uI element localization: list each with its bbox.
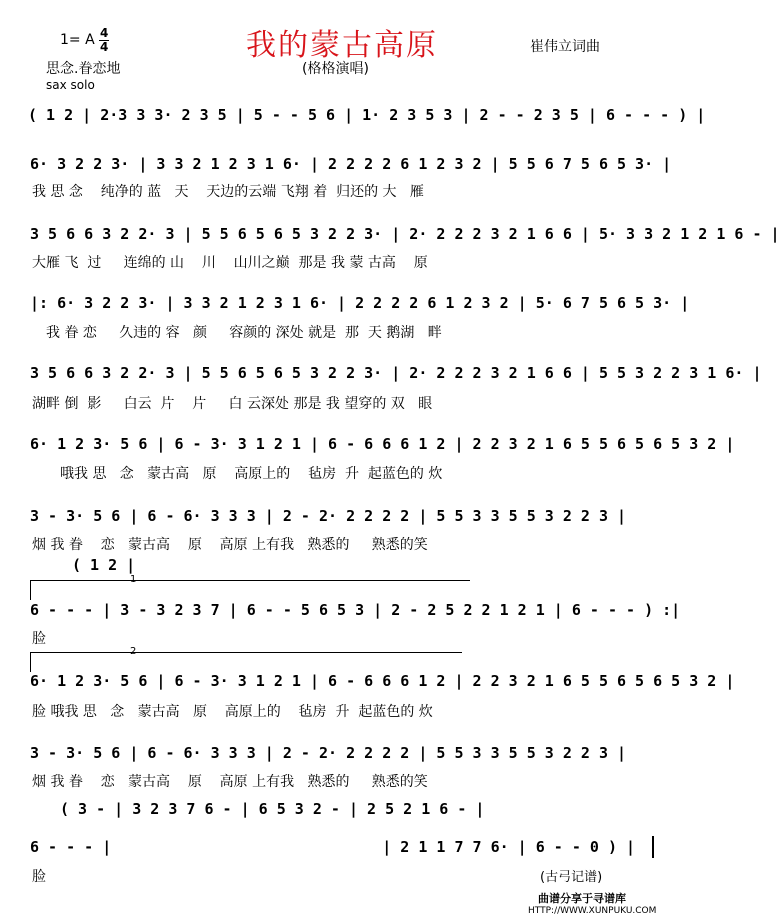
- score-row-4: |: 6· 3 2 2 3· | 3 3 2 1 2 3 1 6· | 2 2 2 2 6 1 2 3 2 | 5· 6 7 5 6 5 3· |: [30, 294, 690, 312]
- score-row-6: 6· 1 2 3· 5 6 | 6 - 3· 3 1 2 1 | 6 - 6 6 6 1 2 | 2 2 3 2 1 6 5 5 6 5 6 5 3 2 |: [30, 435, 735, 453]
- key-signature: [60, 32, 95, 48]
- score-row-13: 6 - - - | | 2 1 1 7 7 6· | 6 - - 0 ) |: [30, 838, 636, 856]
- lyric-row-5: 湖畔 倒 影 白云 片 片 白 云深处 那是 我 望穿的 双 眼: [32, 396, 433, 412]
- singer-credit: (格格演唱): [302, 61, 369, 77]
- song-title: 我的蒙古高原: [246, 28, 438, 63]
- lyric-row-7: 烟 我 眷 恋 蒙古高 原 高原 上有我 熟悉的 熟悉的笑: [32, 537, 428, 553]
- score-row-11: 3 - 3· 5 6 | 6 - 6· 3 3 3 | 2 - 2· 2 2 2 2 | 5 5 3 3 5 5 3 2 2 3 |: [30, 744, 627, 762]
- time-denominator: 4: [100, 40, 109, 54]
- final-barline: [652, 836, 654, 858]
- mood-marking: 思念.眷恋地: [46, 61, 121, 77]
- second-ending-number: 2: [130, 646, 137, 657]
- second-ending-bracket: [30, 652, 462, 653]
- lyric-row-4: 我 眷 恋 久违的 容 颜 容颜的 深处 就是 那 天 鹅湖 畔: [46, 325, 442, 341]
- lyric-row-11: 烟 我 眷 恋 蒙古高 原 高原 上有我 熟悉的 熟悉的笑: [32, 774, 428, 790]
- lyric-row-2: 我 思 念 纯净的 蓝 天 天边的云端 飞翔 着 归还的 大 雁: [32, 184, 424, 200]
- score-row-3: 3 5 6 6 3 2 2· 3 | 5 5 6 5 6 5 3 2 2 3· | 2· 2 2 2 3 2 1 6 6 | 5· 3 3 2 1 2 1 6 - |: [30, 225, 780, 243]
- time-numerator: 4: [100, 26, 109, 40]
- score-row-10: 6· 1 2 3· 5 6 | 6 - 3· 3 1 2 1 | 6 - 6 6 6 1 2 | 2 2 3 2 1 6 5 5 6 5 6 5 3 2 |: [30, 672, 735, 690]
- first-ending-number: 1: [130, 574, 137, 585]
- lyric-row-13: 脸: [32, 869, 46, 885]
- author-credit: 崔伟立词曲: [530, 39, 600, 55]
- score-row-7: 3 - 3· 5 6 | 6 - 6· 3 3 3 | 2 - 2· 2 2 2 2 | 5 5 3 3 5 5 3 2 2 3 |: [30, 507, 627, 525]
- lyric-row-10: 脸 哦我 思 念 蒙古高 原 高原上的 毡房 升 起蓝色的 炊: [32, 704, 433, 720]
- score-row-8: ( 1 2 |: [72, 556, 136, 574]
- key-label: 1= A: [60, 32, 95, 48]
- lyric-row-6: 哦我 思 念 蒙古高 原 高原上的 毡房 升 起蓝色的 炊: [60, 466, 443, 482]
- score-row-12: ( 3 - | 3 2 3 7 6 - | 6 5 3 2 - | 2 5 2 1 6 - |: [60, 800, 485, 818]
- score-row-2: 6· 3 2 2 3· | 3 3 2 1 2 3 1 6· | 2 2 2 2 6 1 2 3 2 | 5 5 6 7 5 6 5 3· |: [30, 155, 672, 173]
- first-ending-left: [30, 580, 31, 600]
- source-credit: 曲谱分享于寻谱库: [538, 892, 626, 905]
- score-row-9: 6 - - - | 3 - 3 2 3 7 | 6 - - 5 6 5 3 | 2 - 2 5 2 2 1 2 1 | 6 - - - ) :|: [30, 601, 681, 619]
- transcriber-credit: (古弓记谱): [540, 870, 603, 885]
- lyric-row-9: 脸: [32, 631, 46, 647]
- solo-marking: sax solo: [46, 78, 95, 92]
- first-ending-bracket: [30, 580, 470, 581]
- score-row-1: ( 1 2 | 2·3 3 3· 2 3 5 | 5 - - 5 6 | 1· 2 3 5 3 | 2 - - 2 3 5 | 6 - - - ) |: [28, 106, 706, 124]
- source-url: HTTP://WWW.XUNPUKU.COM: [528, 906, 657, 916]
- score-row-5: 3 5 6 6 3 2 2· 3 | 5 5 6 5 6 5 3 2 2 3· | 2· 2 2 2 3 2 1 6 6 | 5 5 3 2 2 3 1 6· |: [30, 364, 762, 382]
- lyric-row-3: 大雁 飞 过 连绵的 山 川 山川之巅 那是 我 蒙 古高 原: [32, 255, 428, 271]
- second-ending-left: [30, 652, 31, 672]
